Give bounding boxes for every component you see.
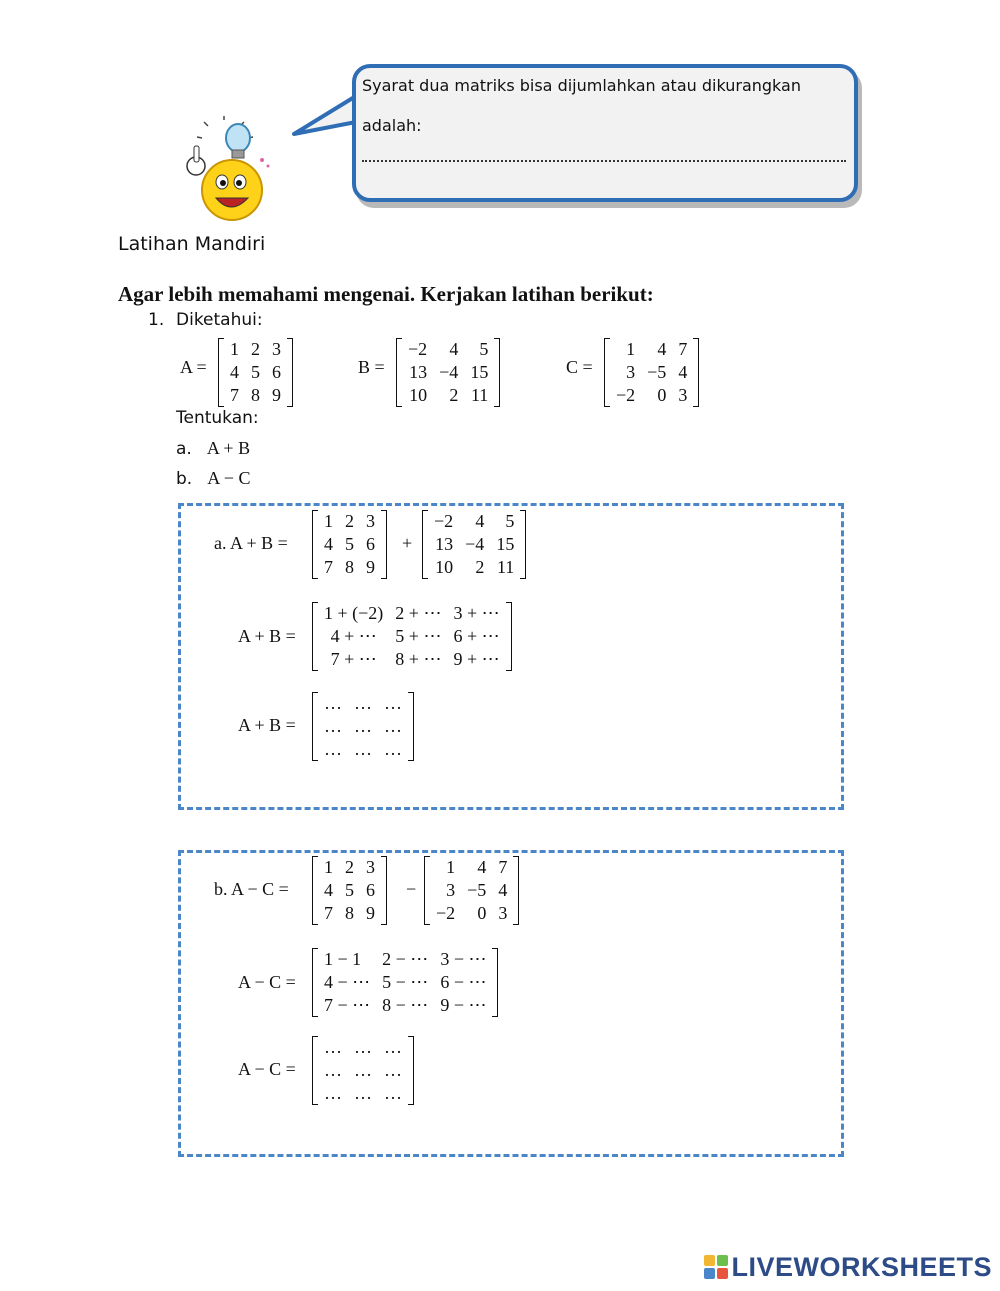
matrix-cell: 0 <box>657 385 667 405</box>
matrix-a-label: A = <box>180 357 207 377</box>
box-b-matrix-a <box>312 856 387 925</box>
matrix-cell: −4 <box>465 534 485 554</box>
matrix-cell: 1 <box>324 511 333 531</box>
task-a-expression: A + B <box>206 438 251 458</box>
matrix-cell: 7 <box>230 385 239 405</box>
bracket-right <box>513 856 519 925</box>
bracket-right <box>520 510 526 579</box>
matrix-cell[interactable]: … <box>354 1060 372 1080</box>
matrix-cell: 4 <box>498 880 508 900</box>
matrix-cell: −5 <box>647 362 667 382</box>
matrix-row <box>318 625 506 648</box>
matrix-row <box>318 648 506 671</box>
matrix-cell: 6 <box>366 880 375 900</box>
matrix-cell[interactable]: 8 + ⋯ <box>395 649 442 669</box>
matrix-row <box>318 994 492 1017</box>
matrix-row <box>610 384 693 407</box>
matrix-cell[interactable]: 5 − ⋯ <box>382 972 429 992</box>
matrix-cell[interactable]: 9 − ⋯ <box>440 995 487 1015</box>
bracket-left <box>424 856 430 925</box>
box-b-step2-matrix[interactable] <box>312 948 498 1017</box>
matrix-row <box>318 1036 408 1059</box>
matrix-cell: −2 <box>616 385 636 405</box>
matrix-cell: 4 <box>324 534 333 554</box>
matrix-cell[interactable]: 6 + ⋯ <box>453 626 500 646</box>
matrix-cell: 1 <box>230 339 239 359</box>
matrix-cell: −2 <box>436 903 456 923</box>
matrix-row <box>610 338 693 361</box>
matrix-cell[interactable]: … <box>354 1083 372 1103</box>
matrix-cell: 2 <box>345 857 354 877</box>
matrix-row <box>318 602 506 625</box>
bracket-right <box>381 510 387 579</box>
matrix-cell[interactable]: … <box>384 1037 402 1057</box>
matrix-cell: 15 <box>496 534 515 554</box>
bracket-right <box>506 602 512 671</box>
matrix-cell: −2 <box>408 339 428 359</box>
matrix-cell: 4 <box>475 511 485 531</box>
matrix-row <box>318 692 408 715</box>
matrix-cell[interactable]: 4 − ⋯ <box>324 972 371 992</box>
box-b-step1-label: b. A − C = <box>214 879 289 899</box>
matrix-row <box>224 338 287 361</box>
matrix-cell[interactable]: 4 + ⋯ <box>330 626 377 646</box>
box-b-result-matrix[interactable] <box>312 1036 414 1105</box>
matrix-cell[interactable]: … <box>384 693 402 713</box>
matrix-row <box>402 384 494 407</box>
box-b-step3-label: A − C = <box>238 1059 296 1079</box>
matrix-cell: 13 <box>409 362 428 382</box>
given-label: Diketahui: <box>176 310 263 330</box>
box-a-step2-matrix[interactable] <box>312 602 512 671</box>
bracket-left <box>312 602 318 671</box>
bracket-right <box>408 692 414 761</box>
instruction-text: Agar lebih memahami mengenai. Kerjakan latihan berikut: <box>118 282 654 306</box>
task-b-expression: A − C <box>207 468 251 488</box>
matrix-cell: 0 <box>477 903 487 923</box>
matrix-cell[interactable]: … <box>384 1083 402 1103</box>
matrix-cell: 4 <box>449 339 459 359</box>
bracket-right <box>494 338 500 407</box>
matrix-cell: 3 <box>626 362 636 382</box>
matrix-cell: 7 <box>498 857 508 877</box>
bracket-right <box>408 1036 414 1105</box>
matrix-row <box>430 879 513 902</box>
matrix-row <box>402 361 494 384</box>
matrix-row <box>428 510 520 533</box>
matrix-cell: 2 <box>345 511 354 531</box>
task-b <box>176 468 250 489</box>
matrix-cell[interactable]: … <box>384 1060 402 1080</box>
box-b-step2-label: A − C = <box>238 972 296 992</box>
matrix-cell: 1 <box>626 339 636 359</box>
matrix-cell: 15 <box>470 362 489 382</box>
matrix-cell[interactable]: … <box>324 716 342 736</box>
matrix-cell: 7 <box>324 903 333 923</box>
matrix-cell: 4 <box>678 362 688 382</box>
bracket-right <box>287 338 293 407</box>
matrix-cell: 9 <box>272 385 281 405</box>
matrix-cell: 4 <box>477 857 487 877</box>
bubble-question-line1: Syarat dua matriks bisa dijumlahkan atau dikurangkan <box>362 76 801 95</box>
matrix-cell: 7 <box>324 557 333 577</box>
matrix-cell: 2 <box>449 385 459 405</box>
matrix-cell: −4 <box>439 362 459 382</box>
matrix-row <box>318 510 381 533</box>
matrix-cell[interactable]: … <box>354 739 372 759</box>
matrix-cell[interactable]: … <box>354 693 372 713</box>
logo-text: LIVEWORKSHEETS <box>731 1252 992 1282</box>
matrix-c-label: C = <box>566 357 593 377</box>
matrix-cell[interactable]: 1 − 1 <box>324 949 362 969</box>
matrix-cell: 11 <box>496 557 515 577</box>
matrix-row <box>318 971 492 994</box>
matrix-row <box>224 384 287 407</box>
matrix-row <box>318 1059 408 1082</box>
matrix-cell: 10 <box>435 557 454 577</box>
matrix-row <box>318 1082 408 1105</box>
matrix-cell[interactable]: 2 + ⋯ <box>395 603 442 623</box>
box-a-matrix-a <box>312 510 387 579</box>
matrix-cell: 8 <box>251 385 260 405</box>
box-a-plus-sign: + <box>402 533 413 553</box>
bracket-left <box>218 338 224 407</box>
matrix-cell: 10 <box>409 385 428 405</box>
bracket-right <box>492 948 498 1017</box>
matrix-cell: 1 <box>446 857 456 877</box>
box-a-step1-label: a. A + B = <box>214 533 288 553</box>
matrix-cell[interactable]: 2 − ⋯ <box>382 949 429 969</box>
bracket-left <box>312 510 318 579</box>
task-b-letter: b. <box>176 469 193 489</box>
task-a-letter: a. <box>176 439 192 459</box>
matrix-row <box>430 902 513 925</box>
matrix-cell[interactable]: 7 + ⋯ <box>330 649 377 669</box>
matrix-row <box>318 856 381 879</box>
matrix-cell: 5 <box>251 362 260 382</box>
matrix-cell: 9 <box>366 557 375 577</box>
matrix-cell: 1 <box>324 857 333 877</box>
matrix-cell: 5 <box>345 880 354 900</box>
question-number: 1. <box>148 310 165 330</box>
matrix-cell: 5 <box>479 339 489 359</box>
matrix-cell: −2 <box>434 511 454 531</box>
section-title: Latihan Mandiri <box>118 233 266 255</box>
matrix-cell: 4 <box>657 339 667 359</box>
matrix-cell: 6 <box>366 534 375 554</box>
matrix-cell: 6 <box>272 362 281 382</box>
matrix-cell: 8 <box>345 903 354 923</box>
matrix-row <box>610 361 693 384</box>
matrix-row <box>318 902 381 925</box>
matrix-b <box>396 338 500 407</box>
matrix-cell: 3 <box>366 511 375 531</box>
bracket-left <box>312 856 318 925</box>
box-b-minus-sign: − <box>406 879 417 899</box>
matrix-cell: 9 <box>366 903 375 923</box>
matrix-cell: 7 <box>678 339 688 359</box>
box-a-result-matrix[interactable] <box>312 692 414 761</box>
bracket-left <box>422 510 428 579</box>
matrix-cell[interactable]: … <box>324 1083 342 1103</box>
box-b-matrix-c <box>424 856 519 925</box>
matrix-row <box>318 879 381 902</box>
matrix-row <box>318 556 381 579</box>
bracket-left <box>604 338 610 407</box>
matrix-row <box>318 715 408 738</box>
matrix-row <box>402 338 494 361</box>
determine-label: Tentukan: <box>176 408 259 428</box>
matrix-cell[interactable]: 8 − ⋯ <box>382 995 429 1015</box>
box-a-step3-label: A + B = <box>238 715 296 735</box>
matrix-cell[interactable]: … <box>384 739 402 759</box>
matrix-row <box>318 738 408 761</box>
matrix-row <box>430 856 513 879</box>
matrix-row <box>428 556 520 579</box>
matrix-cell[interactable]: … <box>354 716 372 736</box>
matrix-cell[interactable]: … <box>384 716 402 736</box>
matrix-cell: 11 <box>470 385 489 405</box>
matrix-cell: 4 <box>230 362 239 382</box>
matrix-row <box>224 361 287 384</box>
bracket-right <box>381 856 387 925</box>
matrix-cell[interactable]: … <box>324 693 342 713</box>
matrix-row <box>428 533 520 556</box>
box-a-step2-label: A + B = <box>238 626 296 646</box>
liveworksheets-logo-icon <box>703 1254 729 1280</box>
matrix-cell[interactable]: … <box>324 1060 342 1080</box>
matrix-cell[interactable]: 1 + (−2) <box>324 603 384 623</box>
bracket-left <box>396 338 402 407</box>
matrix-cell[interactable]: 5 + ⋯ <box>395 626 442 646</box>
lightbulb-mascot-icon <box>182 116 274 224</box>
speech-bubble-tail <box>292 92 360 140</box>
matrix-cell[interactable]: 7 − ⋯ <box>324 995 371 1015</box>
matrix-cell[interactable]: 3 + ⋯ <box>453 603 500 623</box>
matrix-row <box>318 533 381 556</box>
bracket-left <box>312 692 318 761</box>
matrix-cell: 13 <box>435 534 454 554</box>
matrix-cell: 2 <box>475 557 485 577</box>
matrix-cell: 2 <box>251 339 260 359</box>
matrix-row <box>318 948 492 971</box>
matrix-cell: 3 <box>678 385 688 405</box>
matrix-cell[interactable]: 9 + ⋯ <box>453 649 500 669</box>
matrix-cell[interactable]: … <box>354 1037 372 1057</box>
matrix-cell[interactable]: … <box>324 1037 342 1057</box>
matrix-cell: 3 <box>498 903 508 923</box>
matrix-cell[interactable]: … <box>324 739 342 759</box>
matrix-cell: 5 <box>345 534 354 554</box>
matrix-b-label: B = <box>358 357 385 377</box>
bubble-question-line2: adalah: <box>362 116 422 135</box>
matrix-cell: 3 <box>272 339 281 359</box>
box-a-matrix-b <box>422 510 526 579</box>
matrix-cell: 8 <box>345 557 354 577</box>
bracket-left <box>312 1036 318 1105</box>
matrix-cell: 3 <box>366 857 375 877</box>
matrix-c <box>604 338 699 407</box>
matrix-cell[interactable]: 6 − ⋯ <box>440 972 487 992</box>
task-a <box>176 438 250 459</box>
matrix-a <box>218 338 293 407</box>
bracket-left <box>312 948 318 1017</box>
matrix-cell: 3 <box>446 880 456 900</box>
bracket-right <box>693 338 699 407</box>
matrix-cell: 4 <box>324 880 333 900</box>
liveworksheets-logo[interactable] <box>703 1252 992 1283</box>
answer-dotted-line[interactable] <box>362 160 846 162</box>
matrix-cell: −5 <box>467 880 487 900</box>
matrix-cell: 5 <box>505 511 515 531</box>
matrix-cell[interactable]: 3 − ⋯ <box>440 949 487 969</box>
